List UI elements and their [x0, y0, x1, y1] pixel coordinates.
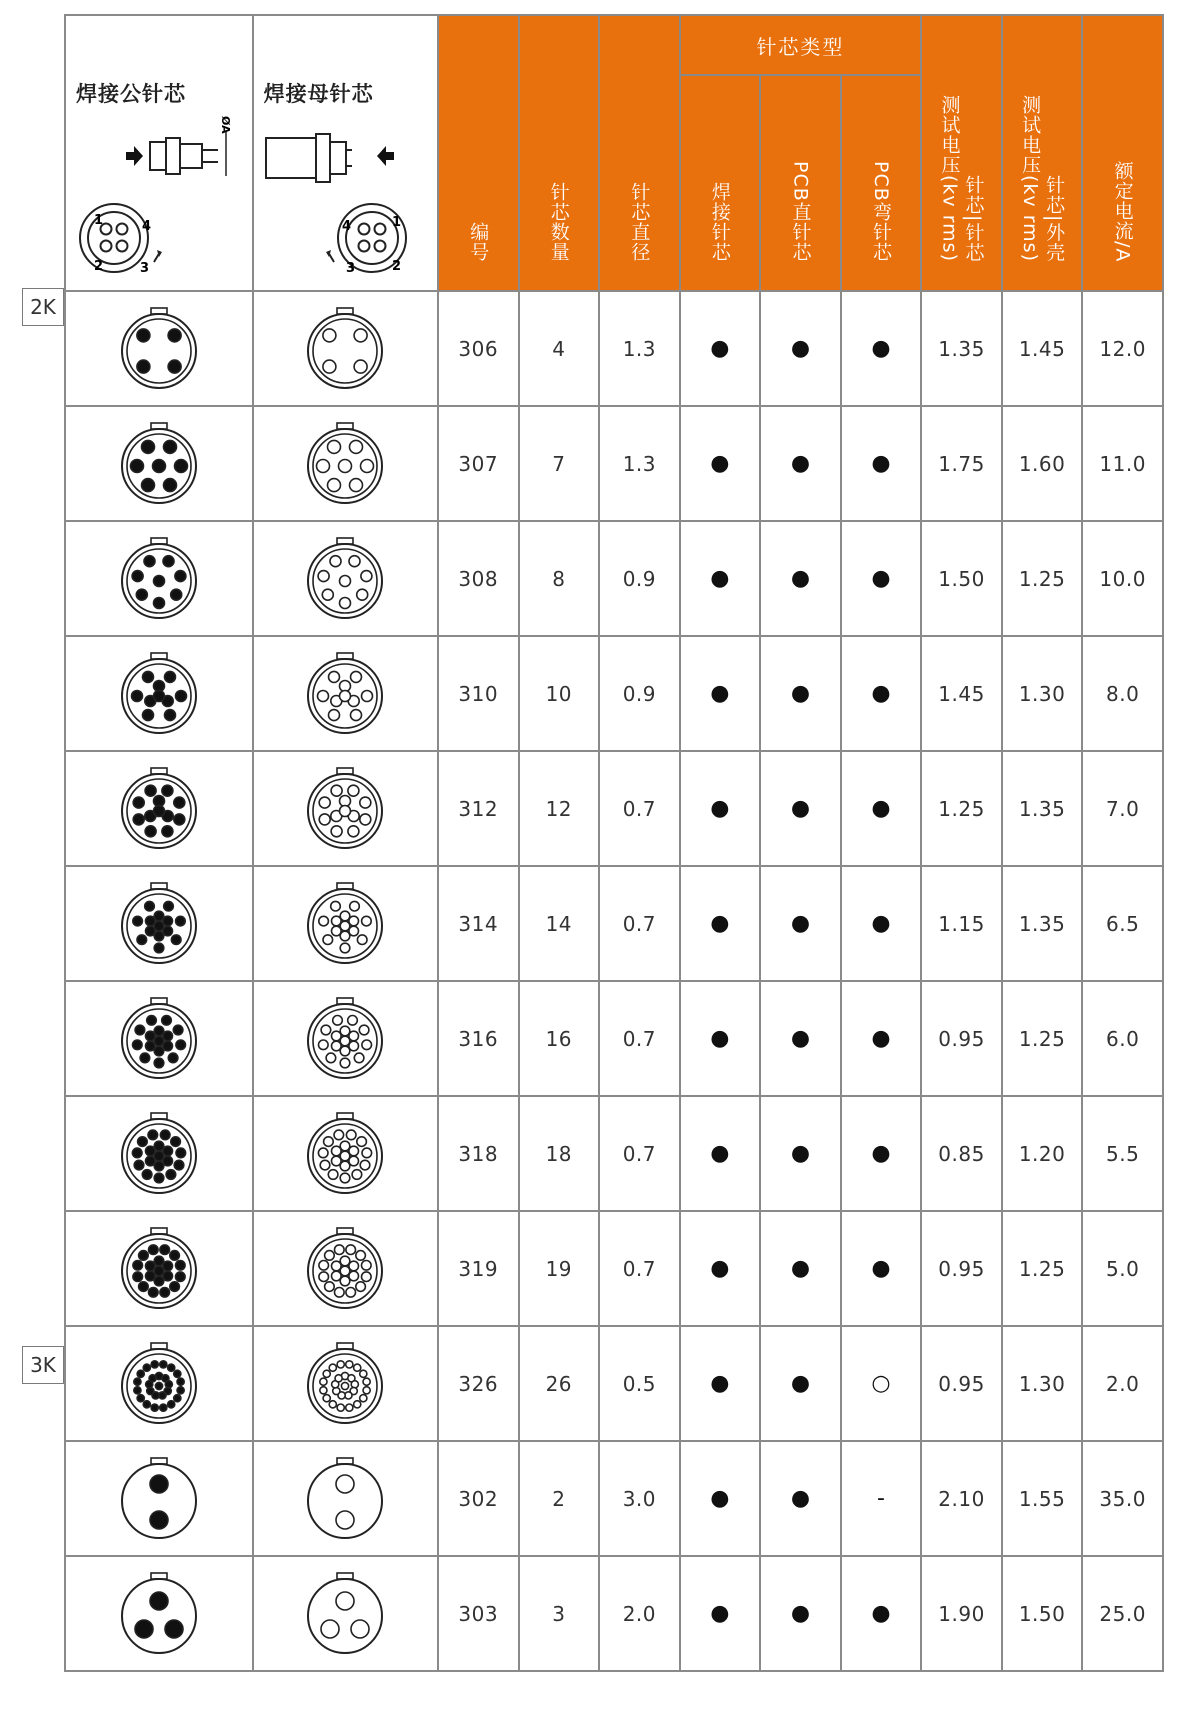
female-connector-cell	[253, 1211, 438, 1326]
cell-pins: 8	[519, 521, 600, 636]
female-connector-cell	[253, 866, 438, 981]
male-connector-face-icon	[114, 304, 204, 394]
male-connector-face-icon	[114, 419, 204, 509]
cell-v-shell: 1.25	[1002, 981, 1083, 1096]
cell-pins: 2	[519, 1441, 600, 1556]
female-connector-face-icon	[300, 764, 390, 854]
female-connector-face-icon	[300, 1454, 390, 1544]
female-connector-face-icon	[300, 1224, 390, 1314]
cell-pcb-bent: ●	[841, 636, 922, 751]
cell-v-shell: 1.25	[1002, 1211, 1083, 1326]
cell-pcb-bent: ●	[841, 1211, 922, 1326]
cell-pcb-bent: ○	[841, 1326, 922, 1441]
cell-code: 303	[438, 1556, 519, 1671]
col-rated-current: 额定电流/A	[1082, 15, 1163, 291]
male-connector-cell	[65, 1441, 253, 1556]
cell-solder: ●	[680, 866, 761, 981]
cell-current: 5.5	[1082, 1096, 1163, 1211]
cell-code: 314	[438, 866, 519, 981]
cell-code: 316	[438, 981, 519, 1096]
cell-solder: ●	[680, 1441, 761, 1556]
cell-diameter: 0.7	[599, 981, 680, 1096]
cell-pins: 16	[519, 981, 600, 1096]
male-connector-cell	[65, 521, 253, 636]
female-pin-label: 焊接母针芯	[263, 82, 374, 106]
cell-v-shell: 1.55	[1002, 1441, 1083, 1556]
cell-current: 12.0	[1082, 291, 1163, 406]
cell-pcb-straight: ●	[760, 866, 841, 981]
cell-pcb-bent: ●	[841, 866, 922, 981]
female-connector-cell	[253, 751, 438, 866]
cell-pins: 14	[519, 866, 600, 981]
cell-v-pin: 1.45	[921, 636, 1002, 751]
cell-code: 312	[438, 751, 519, 866]
cell-diameter: 1.3	[599, 291, 680, 406]
cell-solder: ●	[680, 291, 761, 406]
table-row	[65, 521, 1163, 636]
cell-current: 10.0	[1082, 521, 1163, 636]
cell-diameter: 0.9	[599, 636, 680, 751]
cell-diameter: 0.7	[599, 1096, 680, 1211]
cell-pins: 19	[519, 1211, 600, 1326]
cell-current: 8.0	[1082, 636, 1163, 751]
male-pin-label: 焊接公针芯	[76, 82, 186, 106]
cell-current: 2.0	[1082, 1326, 1163, 1441]
cell-current: 6.0	[1082, 981, 1163, 1096]
female-connector-cell	[253, 636, 438, 751]
female-connector-face-icon	[300, 534, 390, 624]
col-test-voltage-pin: 测试电压(kv rms) 针芯|针芯	[921, 15, 1002, 291]
cell-v-pin: 1.35	[921, 291, 1002, 406]
cell-v-pin: 1.15	[921, 866, 1002, 981]
cell-v-pin: 2.10	[921, 1441, 1002, 1556]
male-pin-num-1: 1	[94, 213, 104, 228]
male-connector-cell	[65, 291, 253, 406]
cell-pins: 10	[519, 636, 600, 751]
cell-v-pin: 1.75	[921, 406, 1002, 521]
female-pin-num-2: 2	[391, 259, 401, 274]
female-pin-diagram-icon	[254, 16, 422, 290]
table-row	[65, 1556, 1163, 1671]
cell-v-shell: 1.30	[1002, 636, 1083, 751]
male-connector-face-icon	[114, 879, 204, 969]
cell-pcb-straight: ●	[760, 406, 841, 521]
cell-diameter: 0.7	[599, 751, 680, 866]
female-pin-num-1: 1	[391, 215, 401, 230]
female-connector-face-icon	[300, 304, 390, 394]
table-row	[65, 636, 1163, 751]
col-solder: 焊接针芯	[680, 75, 761, 291]
female-connector-cell	[253, 1556, 438, 1671]
cell-diameter: 3.0	[599, 1441, 680, 1556]
female-connector-cell	[253, 521, 438, 636]
connector-spec-table	[64, 14, 1164, 1672]
female-connector-cell	[253, 406, 438, 521]
female-connector-cell	[253, 981, 438, 1096]
cell-pcb-straight: ●	[760, 1096, 841, 1211]
dim-label: ØA	[219, 116, 232, 134]
female-pin-header	[253, 15, 438, 291]
cell-pcb-straight: ●	[760, 751, 841, 866]
male-connector-cell	[65, 751, 253, 866]
cell-solder: ●	[680, 406, 761, 521]
col-code: 编号	[438, 15, 519, 291]
female-connector-face-icon	[300, 879, 390, 969]
male-connector-cell	[65, 1096, 253, 1211]
cell-v-shell: 1.25	[1002, 521, 1083, 636]
male-pin-diagram-icon	[66, 16, 236, 290]
cell-pcb-bent: ●	[841, 291, 922, 406]
male-connector-cell	[65, 981, 253, 1096]
cell-v-pin: 0.95	[921, 1211, 1002, 1326]
female-connector-face-icon	[300, 994, 390, 1084]
male-connector-face-icon	[114, 1339, 204, 1429]
col-test-voltage-shell: 测试电压(kv rms) 针芯|外壳	[1002, 15, 1083, 291]
series-3k-label: 3K	[22, 1346, 64, 1384]
cell-v-pin: 0.95	[921, 1326, 1002, 1441]
cell-pcb-straight: ●	[760, 521, 841, 636]
table-row	[65, 981, 1163, 1096]
female-connector-face-icon	[300, 1109, 390, 1199]
cell-pins: 7	[519, 406, 600, 521]
cell-v-shell: 1.35	[1002, 751, 1083, 866]
cell-pcb-straight: ●	[760, 291, 841, 406]
male-connector-cell	[65, 406, 253, 521]
cell-code: 319	[438, 1211, 519, 1326]
cell-solder: ●	[680, 1211, 761, 1326]
cell-pcb-bent: -	[841, 1441, 922, 1556]
cell-current: 7.0	[1082, 751, 1163, 866]
cell-solder: ●	[680, 1556, 761, 1671]
table-row	[65, 1096, 1163, 1211]
table-row	[65, 1326, 1163, 1441]
cell-pcb-bent: ●	[841, 521, 922, 636]
male-connector-cell	[65, 1326, 253, 1441]
cell-code: 302	[438, 1441, 519, 1556]
female-connector-face-icon	[300, 419, 390, 509]
male-connector-face-icon	[114, 1109, 204, 1199]
male-connector-cell	[65, 866, 253, 981]
cell-current: 11.0	[1082, 406, 1163, 521]
cell-current: 25.0	[1082, 1556, 1163, 1671]
male-connector-face-icon	[114, 1224, 204, 1314]
cell-diameter: 0.9	[599, 521, 680, 636]
cell-v-shell: 1.30	[1002, 1326, 1083, 1441]
cell-v-pin: 0.95	[921, 981, 1002, 1096]
cell-solder: ●	[680, 1326, 761, 1441]
cell-code: 306	[438, 291, 519, 406]
cell-solder: ●	[680, 981, 761, 1096]
cell-diameter: 0.5	[599, 1326, 680, 1441]
male-connector-face-icon	[114, 1569, 204, 1659]
cell-current: 35.0	[1082, 1441, 1163, 1556]
male-connector-cell	[65, 1556, 253, 1671]
male-connector-face-icon	[114, 1454, 204, 1544]
cell-pcb-straight: ●	[760, 636, 841, 751]
male-pin-num-4: 4	[142, 219, 152, 234]
cell-code: 308	[438, 521, 519, 636]
male-connector-face-icon	[114, 649, 204, 739]
male-connector-face-icon	[114, 534, 204, 624]
male-connector-face-icon	[114, 994, 204, 1084]
cell-v-shell: 1.60	[1002, 406, 1083, 521]
cell-solder: ●	[680, 1096, 761, 1211]
cell-pcb-bent: ●	[841, 406, 922, 521]
col-pcb-straight: PCB直针芯	[760, 75, 841, 291]
cell-pins: 3	[519, 1556, 600, 1671]
female-connector-face-icon	[300, 1339, 390, 1429]
cell-v-pin: 1.90	[921, 1556, 1002, 1671]
female-connector-cell	[253, 1441, 438, 1556]
cell-v-shell: 1.35	[1002, 866, 1083, 981]
cell-pcb-straight: ●	[760, 1556, 841, 1671]
cell-code: 326	[438, 1326, 519, 1441]
table-row	[65, 291, 1163, 406]
female-connector-cell	[253, 291, 438, 406]
male-pin-num-2: 2	[94, 259, 104, 274]
cell-solder: ●	[680, 636, 761, 751]
male-connector-cell	[65, 1211, 253, 1326]
table-row	[65, 406, 1163, 521]
col-pin-diameter: 针芯直径	[599, 15, 680, 291]
cell-pcb-straight: ●	[760, 981, 841, 1096]
cell-v-pin: 0.85	[921, 1096, 1002, 1211]
cell-pins: 4	[519, 291, 600, 406]
male-pin-header	[65, 15, 253, 291]
female-pin-num-3: 3	[345, 261, 355, 276]
cell-code: 318	[438, 1096, 519, 1211]
cell-diameter: 1.3	[599, 406, 680, 521]
cell-v-pin: 1.25	[921, 751, 1002, 866]
male-connector-face-icon	[114, 764, 204, 854]
table-row	[65, 751, 1163, 866]
cell-current: 5.0	[1082, 1211, 1163, 1326]
cell-v-shell: 1.20	[1002, 1096, 1083, 1211]
cell-v-pin: 1.50	[921, 521, 1002, 636]
cell-pcb-straight: ●	[760, 1211, 841, 1326]
cell-code: 310	[438, 636, 519, 751]
female-connector-face-icon	[300, 1569, 390, 1659]
cell-code: 307	[438, 406, 519, 521]
cell-solder: ●	[680, 751, 761, 866]
male-connector-cell	[65, 636, 253, 751]
cell-pcb-bent: ●	[841, 1556, 922, 1671]
cell-pins: 12	[519, 751, 600, 866]
cell-diameter: 0.7	[599, 866, 680, 981]
male-pin-num-3: 3	[140, 261, 150, 276]
cell-pcb-straight: ●	[760, 1441, 841, 1556]
cell-pcb-bent: ●	[841, 751, 922, 866]
series-2k-label: 2K	[22, 288, 64, 326]
cell-pcb-bent: ●	[841, 981, 922, 1096]
female-connector-face-icon	[300, 649, 390, 739]
table-row	[65, 1441, 1163, 1556]
female-connector-cell	[253, 1096, 438, 1211]
cell-pcb-straight: ●	[760, 1326, 841, 1441]
cell-solder: ●	[680, 521, 761, 636]
cell-v-shell: 1.50	[1002, 1556, 1083, 1671]
cell-pins: 26	[519, 1326, 600, 1441]
group-pin-type: 针芯类型	[680, 15, 922, 75]
cell-current: 6.5	[1082, 866, 1163, 981]
table-row	[65, 866, 1163, 981]
table-row	[65, 1211, 1163, 1326]
cell-v-shell: 1.45	[1002, 291, 1083, 406]
female-pin-num-4: 4	[341, 219, 351, 234]
cell-pcb-bent: ●	[841, 1096, 922, 1211]
cell-pins: 18	[519, 1096, 600, 1211]
cell-diameter: 2.0	[599, 1556, 680, 1671]
female-connector-cell	[253, 1326, 438, 1441]
col-pcb-bent: PCB弯针芯	[841, 75, 922, 291]
cell-diameter: 0.7	[599, 1211, 680, 1326]
col-pin-count: 针芯数量	[519, 15, 600, 291]
